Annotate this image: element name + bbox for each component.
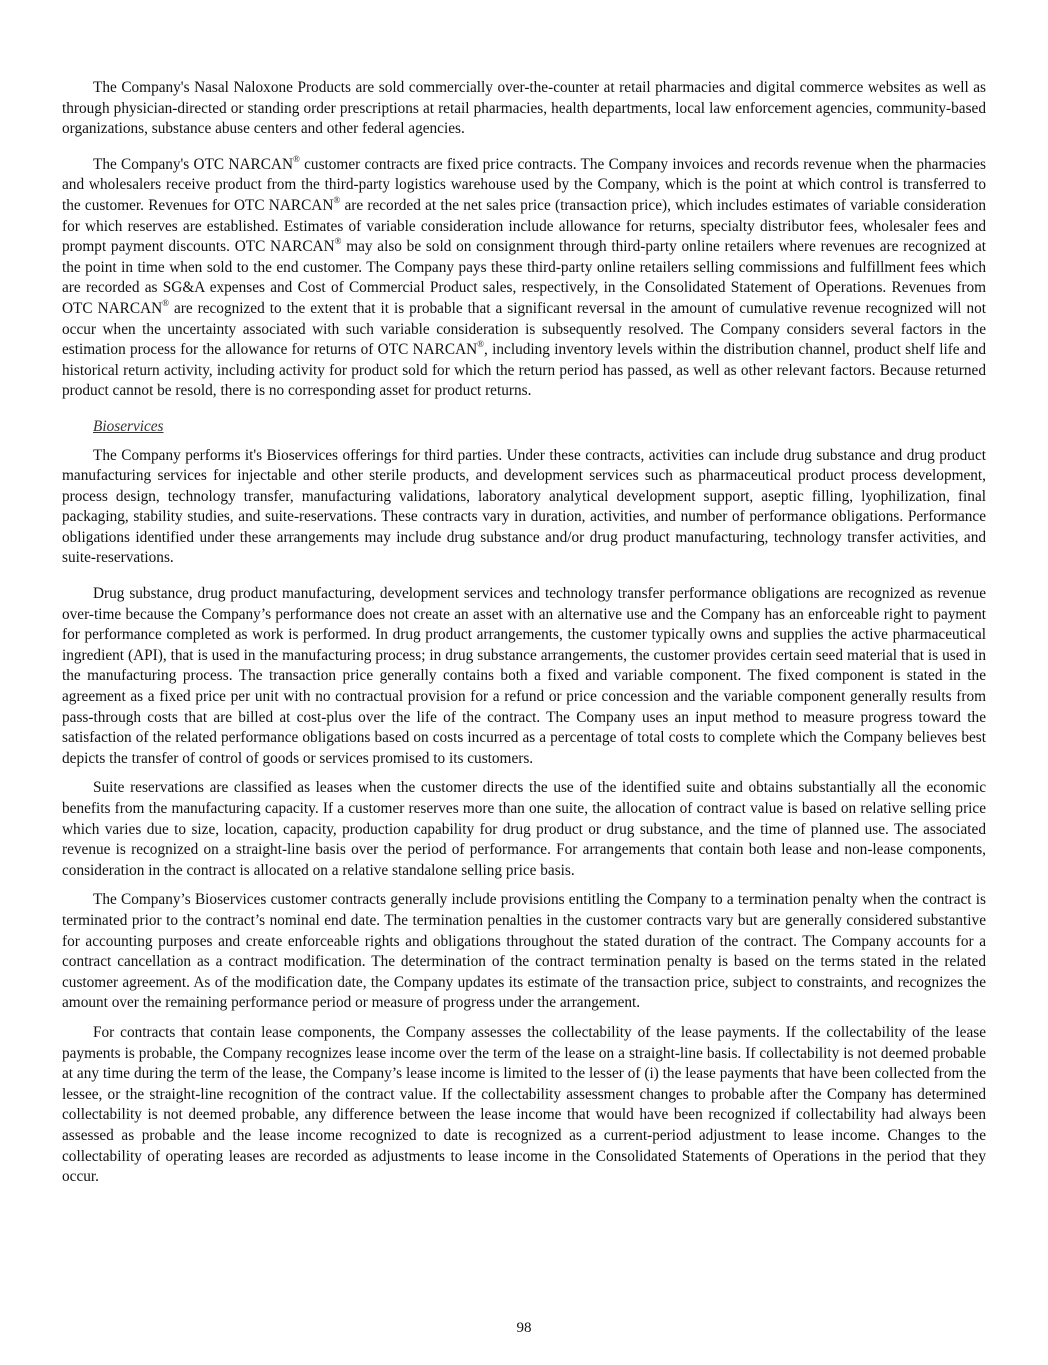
registered-mark: ® <box>334 236 342 247</box>
text-segment: customer contracts are fixed price contracts. The Company invoices and records revenue when the pharmacies and wholesalers receive product from the third-party logistics warehouse used by the Company, which is the point at which control is transferred to the customer. Revenues for OTC NARCAN <box>62 155 987 214</box>
text-segment: are recognized to the extent that it is probable that a significant reversal in the amount of cumulative revenue recognized will not occur when the uncertainty associated with such variable consideration is subsequently resolved. The Company considers several factors in the estimation process for the allowance for returns of OTC NARCAN <box>62 299 987 359</box>
registered-mark: ® <box>477 339 485 350</box>
paragraph-lease-collectability: For contracts that contain lease components, the Company assesses the collectability of the lease payments. If the collectability of the lease payments is probable, the Company recognizes lease income over the term of the lease on a straight-line basis. If collectability is not deemed probable at any time during the term of the lease, the Company’s lease income is limited to the lesser of (i) the lease payments that have been collected from the lessee, or the straight-line recognition of the contract value. If the collectability assessment changes to probable after the Company has determined collectability is not deemed probable, any difference between the lease income that would have been recognized if collectability had always been assessed as probable and the lease income recognized to date is recognized as a current-period adjustment to lease income. Changes to the collectability of operating leases are recorded as adjustments to lease income in the Consolidated Statements of Operations in the period that they occur. <box>62 1023 986 1186</box>
registered-mark: ® <box>333 194 341 205</box>
paragraph-termination-penalty: The Company’s Bioservices customer contracts generally include provisions entitling the Company to a termination penalty when the contract is terminated prior to the contract’s nominal end date. The termination penalties in the customer contracts vary but are generally considered substantive for accounting purposes and create enforceable rights and obligations throughout the stated duration of the contract. The Company accounts for a contract cancellation as a contract modification. The determination of the contract termination penalty is based on the terms stated in the related customer agreement. As of the modification date, the Company updates its estimate of the transaction price, subject to constraints, and recognizes the amount over the remaining performance period or measure of progress under the arrangement. <box>62 891 986 1012</box>
text-segment: The Company's OTC NARCAN <box>93 155 294 173</box>
paragraph-revenue-over-time: Drug substance, drug product manufacturing, development services and technology transfer performance obligations are recognized as revenue over-time because the Company’s performance does not create an asset with an alternative use and the Company has an enforceable right to payment for performance completed as work is performed. In drug product arrangements, the customer typically owns and supplies the active pharmaceutical ingredient (API), that is used in the manufacturing process; in drug substance arrangements, the customer provides certain seed material that is used in the manufacturing process. The transaction price generally contains both a fixed and variable component. The fixed component is stated in the agreement as a fixed price per unit with no contractual provision for a refund or price concession and the variable component generally results from pass-through costs that are billed at cost-plus over the life of the contract. The Company uses an input method to measure progress toward the satisfaction of the related performance obligations based on costs incurred as a percentage of total costs to complete which the Company believes best depicts the transfer of control of goods or services promised to its customers. <box>62 585 986 767</box>
section-heading-bioservices: Bioservices <box>93 417 164 435</box>
page-number: 98 <box>516 1320 532 1336</box>
text-segment: are recorded at the net sales price (transaction price), which includes estimates of variable consideration for which reserves are established. Estimates of variable consideration include allowance for returns, specialty distributor fees, wholesaler fees and prompt payment discounts. OTC NARCAN <box>62 196 986 256</box>
text-segment: , including inventory levels within the distribution channel, product shelf life and historical return activity, including activity for product sold for which the return period has passed, as well as other relevant factors. Because returned product cannot be resold, there is no corresponding asset for product returns. <box>62 341 986 400</box>
paragraph-nasal-naloxone: The Company's Nasal Naloxone Products are sold commercially over-the-counter at retail pharmacies and digital commerce websites as well as through physician-directed or standing order prescriptions at retail pharmacies, health departments, local law enforcement agencies, community-based organizations, substance abuse centers and other federal agencies. <box>62 79 986 138</box>
paragraph-bioservices-offerings: The Company performs it's Bioservices offerings for third parties. Under these contracts, activities can include drug substance and drug product manufacturing services for injectable and other sterile products, and development services such as pharmaceutical product process development, process design, technology transfer, manufacturing validations, laboratory analytical development support, aseptic filling, lyophilization, final packaging, stability studies, and suite-reservations. These contracts vary in duration, activities, and number of performance obligations. Performance obligations identified under these arrangements may include drug substance and/or drug product manufacturing, technology transfer activities, and suite-reservations. <box>62 446 986 567</box>
paragraph-otc-narcan <box>62 155 986 402</box>
registered-mark: ® <box>293 153 300 164</box>
text-segment: may also be sold on consignment through third-party online retailers where revenues are recognized at the point in time when sold to the end customer. The Company pays these third-party online retailers selling commissions and fulfillment fees which are recorded as SG&A expenses and Cost of Commercial Product sales, respectively, in the Consolidated Statement of Operations. Revenues from OTC NARCAN <box>62 238 986 317</box>
paragraph-suite-reservations: Suite reservations are classified as leases when the customer directs the use of the identified suite and obtains substantially all the economic benefits from the manufacturing capacity. If a customer reserves more than one suite, the allocation of contract value is based on relative selling price which varies due to size, location, capacity, production capability for drug product or drug substance, and the time of planned use. The associated revenue is recognized on a straight-line basis over the period of performance. For arrangements that contain both lease and non-lease components, consideration in the contract is allocated on a relative standalone selling price basis. <box>62 779 986 879</box>
registered-mark: ® <box>162 297 170 308</box>
